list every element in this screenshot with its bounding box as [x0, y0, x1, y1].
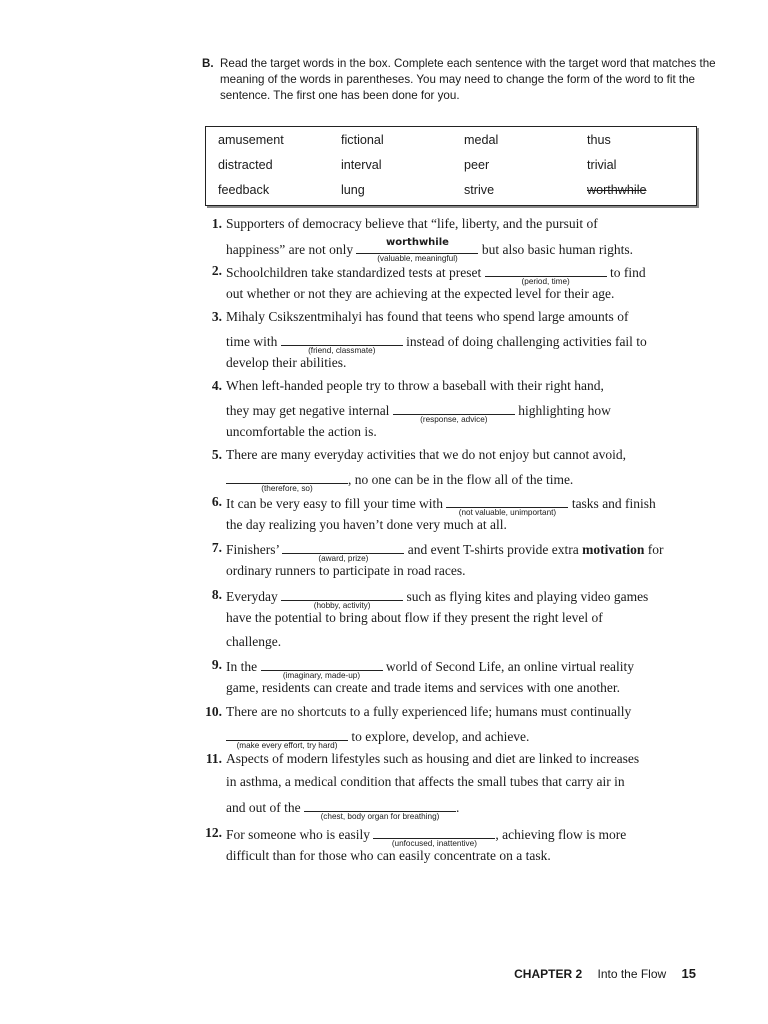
item-number: 5. [211, 447, 222, 462]
item-number: 1. [211, 216, 222, 231]
item-text: but also basic human rights. [481, 242, 633, 257]
item-text: for [647, 542, 664, 557]
item-text: Finishers’ [226, 542, 279, 557]
word-used: worthwhile [587, 183, 647, 197]
word: amusement [218, 133, 284, 147]
item-text: challenge. [226, 634, 282, 649]
word-box [205, 126, 697, 206]
item-text: to explore, develop, and achieve. [351, 729, 530, 744]
item-text: and event T-shirts provide extra [407, 542, 579, 557]
item-number: 3. [211, 309, 222, 324]
answer-blank[interactable] [304, 798, 456, 821]
blank-hint: (unfocused, inattentive) [391, 839, 477, 848]
word: peer [464, 158, 490, 172]
item-text: When left-handed people try to throw a baseball with their right hand, [226, 378, 604, 393]
instructions-text: Read the target words in the box. Complete each sentence with the target word that matches the meaning of the words in parentheses. You may need to change the form of the word to fit the sentence. The first one has been done for you. [220, 57, 716, 102]
answer-blank[interactable] [226, 727, 348, 750]
item-number: 11. [205, 751, 222, 766]
blank-hint: (period, time) [521, 277, 570, 286]
answer-blank[interactable] [393, 401, 515, 424]
blank-hint: (make every effort, try hard) [236, 741, 338, 750]
word: distracted [218, 158, 273, 172]
answer-blank[interactable] [446, 494, 568, 517]
item-text: such as flying kites and playing video games [406, 589, 649, 604]
item-text: ordinary runners to participate in road races. [226, 563, 466, 578]
answer-text: worthwhile [386, 237, 449, 248]
word: medal [464, 133, 499, 147]
item-text: out whether or not they are achieving at the expected level for their age. [226, 286, 615, 301]
item-text: tasks and finish [571, 496, 656, 511]
item-text: There are many everyday activities that we do not enjoy but cannot avoid, [226, 447, 626, 462]
item-keyword: motivation [582, 542, 645, 557]
blank-hint: (not valuable, unimportant) [458, 508, 557, 517]
instructions [202, 56, 720, 104]
chapter-title: Into the Flow [597, 967, 667, 981]
item-number: 6. [211, 494, 222, 509]
blank-hint: (therefore, so) [261, 484, 313, 493]
answer-blank[interactable] [373, 825, 495, 848]
item-text: There are no shortcuts to a fully experienced life; humans must continually [226, 704, 632, 719]
answer-blank[interactable] [281, 332, 403, 355]
item-text: Mihaly Csikszentmihalyi has found that teens who spend large amounts of [226, 309, 629, 324]
word: interval [341, 158, 382, 172]
item-text: have the potential to bring about flow if they present the right level of [226, 610, 603, 625]
blank-hint: (friend, classmate) [308, 346, 376, 355]
word: feedback [218, 183, 270, 197]
item-text: In the [226, 659, 258, 674]
item-text: highlighting how [518, 403, 611, 418]
item-number: 4. [211, 378, 222, 393]
item-number: 10. [205, 704, 222, 719]
item-text: and out of the [226, 800, 301, 815]
answer-blank[interactable] [226, 470, 348, 493]
page-number: 15 [681, 966, 696, 981]
item-number: 12. [205, 825, 222, 840]
answer-blank[interactable] [356, 237, 478, 263]
item-text: For someone who is easily [226, 827, 370, 842]
word: lung [341, 183, 365, 197]
blank-hint: (response, advice) [420, 415, 488, 424]
word: trivial [587, 158, 617, 172]
chapter-label: CHAPTER 2 [514, 967, 583, 981]
item-text: happiness” are not only [226, 242, 354, 257]
item-text: Everyday [226, 589, 278, 604]
blank-hint: (valuable, meaningful) [377, 254, 458, 263]
blank-hint: (chest, body organ for breathing) [320, 812, 440, 821]
item-text: develop their abilities. [226, 355, 347, 370]
section-label: B. [202, 57, 214, 70]
answer-blank[interactable] [281, 587, 403, 610]
item-text: uncomfortable the action is. [226, 424, 377, 439]
item-text: they may get negative internal [226, 403, 390, 418]
answer-blank[interactable] [485, 263, 607, 286]
page-footer [514, 966, 696, 981]
item-text: Aspects of modern lifestyles such as housing and diet are linked to increases [226, 751, 640, 766]
item-text: instead of doing challenging activities fail to [406, 334, 647, 349]
word: fictional [341, 133, 384, 147]
item-text: , achieving flow is more [495, 827, 627, 842]
item-text: . [455, 800, 460, 815]
blank-hint: (award, prize) [318, 554, 369, 563]
item-text: to find [610, 265, 646, 280]
word: thus [587, 133, 611, 147]
item-text: difficult than for those who can easily concentrate on a task. [226, 848, 551, 863]
item-text: in asthma, a medical condition that affects the small tubes that carry air in [226, 774, 625, 789]
item-text: Supporters of democracy believe that “life, liberty, and the pursuit of [226, 216, 598, 231]
answer-blank[interactable] [282, 540, 404, 563]
item-number: 2. [211, 263, 222, 278]
word: strive [464, 183, 495, 197]
blank-hint: (imaginary, made-up) [282, 671, 361, 680]
answer-blank[interactable] [261, 657, 383, 680]
item-text: world of Second Life, an online virtual reality [385, 659, 635, 674]
item-text: Schoolchildren take standardized tests at preset [226, 265, 482, 280]
item-number: 8. [211, 587, 222, 602]
item-text: It can be very easy to fill your time with [226, 496, 444, 511]
blank-hint: (hobby, activity) [313, 601, 371, 610]
item-text: the day realizing you haven’t done very much at all. [226, 517, 507, 532]
item-text: time with [226, 334, 278, 349]
item-number: 9. [211, 657, 222, 672]
item-text: , no one can be in the flow all of the time. [348, 472, 574, 487]
item-text: game, residents can create and trade items and services with one another. [226, 680, 620, 695]
item-number: 7. [211, 540, 222, 555]
